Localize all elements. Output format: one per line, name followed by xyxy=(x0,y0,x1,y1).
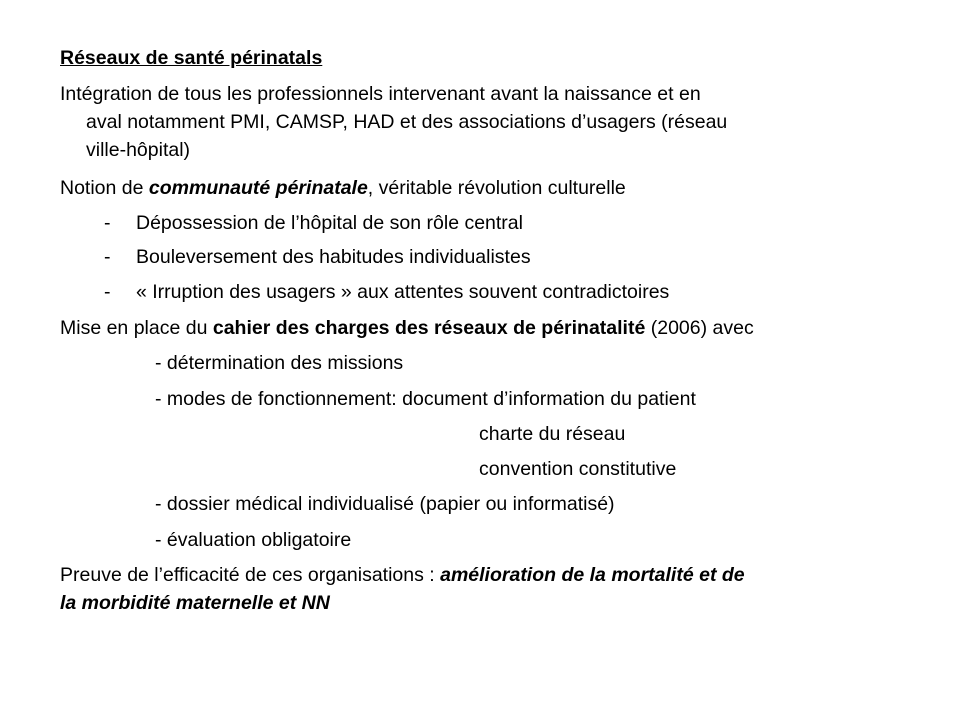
preuve-prefix: Preuve de l’efficacité de ces organisations : xyxy=(60,564,441,586)
paragraph-integration-line-1: Intégration de tous les professionnels intervenant avant la naissance et en xyxy=(60,83,701,105)
item-convention: convention constitutive xyxy=(479,458,677,480)
bullet-dash: - xyxy=(104,246,111,268)
item-modes: - modes de fonctionnement: document d’information du patient xyxy=(155,388,696,410)
item-missions: - détermination des missions xyxy=(155,352,404,374)
paragraph-cahier xyxy=(60,316,754,340)
paragraph-notion xyxy=(60,176,626,200)
paragraph-integration-line-2: aval notamment PMI, CAMSP, HAD et des associations d’usagers (réseau xyxy=(86,111,728,133)
cahier-prefix: Mise en place du xyxy=(60,317,213,339)
cahier-suffix: (2006) avec xyxy=(645,317,754,339)
notion-emphasis: communauté périnatale xyxy=(148,177,368,199)
slide-title: Réseaux de santé périnatals xyxy=(60,47,323,69)
item-charte: charte du réseau xyxy=(479,423,626,445)
preuve-emphasis: amélioration de la mortalité et de xyxy=(440,564,745,586)
notion-prefix: Notion de xyxy=(60,177,149,199)
cahier-emphasis: cahier des charges des réseaux de périnatalité xyxy=(212,317,646,339)
paragraph-integration-line-3: ville-hôpital) xyxy=(86,139,191,161)
notion-suffix: , véritable révolution culturelle xyxy=(367,177,626,199)
bullet-bouleversement: Bouleversement des habitudes individualistes xyxy=(136,246,531,268)
bullet-dash: - xyxy=(104,281,111,303)
bullet-depossession: Dépossession de l’hôpital de son rôle central xyxy=(136,212,523,234)
paragraph-preuve-line-2: la morbidité maternelle et NN xyxy=(60,592,330,614)
bullet-irruption: « Irruption des usagers » aux attentes souvent contradictoires xyxy=(136,281,670,303)
paragraph-preuve-line-1 xyxy=(60,563,745,587)
item-evaluation: - évaluation obligatoire xyxy=(155,529,352,551)
item-dossier: - dossier médical individualisé (papier ou informatisé) xyxy=(155,493,615,515)
bullet-dash: - xyxy=(104,212,111,234)
